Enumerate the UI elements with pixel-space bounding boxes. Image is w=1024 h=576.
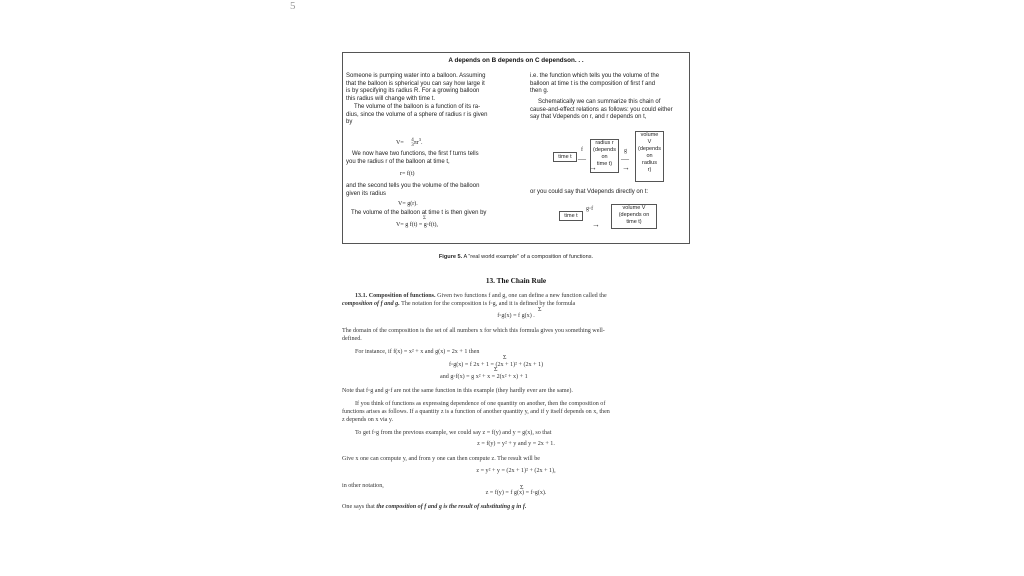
diagram1-time-box: time t	[553, 152, 577, 162]
diagram2-label-gf: g◦f	[586, 206, 594, 212]
diagram1-volume-box: volume V (depends on radius r)	[635, 131, 664, 182]
page-number: 5	[290, 0, 296, 12]
diagram2-volume-box: volume V (depends on time t)	[611, 204, 657, 229]
body-line-8: functions arises as follows. If a quantity z is a function of another quantity y, and if y itself depends on x, then	[342, 409, 610, 415]
figure-caption: Figure 5. A “real world example” of a composition of functions.	[438, 254, 594, 260]
body-line-6: Note that f◦g and g◦f are not the same function in this example (they hardly ever are the same).	[342, 388, 573, 394]
right-paragraph-2: Schematically we can summarize this chain of cause-and-effect relations as follows: you could either say that Vdepends on r, and r depends on t,	[530, 99, 673, 121]
right-paragraph-3: or you could say that Vdepends directly on t:	[530, 189, 649, 195]
body-line-3: The domain of the composition is the set of all numbers x for which this formula gives you something well-	[342, 328, 605, 334]
diagram1-arrow-2: —	[621, 154, 629, 163]
sigma-mark-3: Σ	[503, 355, 507, 361]
left-paragraph-1: Someone is pumping water into a balloon. Assuming that the balloon is spherical you can say how large it is by specifying its radius R. For a growing balloon this radius will change with time t.	[346, 73, 486, 102]
body-line-12: in other notation,	[342, 483, 384, 489]
equation-example-1: f◦g(x) = f 2x + 1 = (2x + 1)² + (2x + 1)	[449, 362, 544, 368]
figure-title: A depends on B depends on C dependson. . .	[448, 57, 584, 64]
right-paragraph-1: i.e. the function which tells you the volume of the balloon at time t is the composition of first f and then g.	[530, 73, 660, 95]
diagram1-arrow-head-2: →	[622, 163, 630, 172]
equation-z-y: z = f(y) = y² + y and y = 2x + 1.	[477, 441, 555, 447]
left-paragraph-4: and the second tells you the volume of the balloon given its radius	[346, 183, 480, 197]
diagram2-time-box: time t	[559, 211, 583, 221]
subsection-line-1: 13.1. Composition of functions. Given two functions f and g, one can define a new function called the	[355, 293, 607, 299]
diagram1-radius-box: radius r (depends on time t)	[590, 139, 619, 173]
left-paragraph-5: The volume of the balloon at time t is then given by	[351, 210, 487, 216]
body-line-10: To get f◦g from the previous example, we could say z = f(y) and y = g(x), so that	[355, 430, 552, 436]
equation-r: r= f(t)	[400, 171, 415, 177]
body-line-9: z depends on x via y.	[342, 417, 394, 423]
equation-v: V= g(r).	[398, 201, 418, 207]
sigma-mark: Σ	[423, 216, 426, 221]
diagram1-arrow-head-1: →	[589, 163, 597, 172]
equation-composite: V= g f(t) = g◦f(t),	[396, 222, 439, 228]
equation-z-notation: z = f(y) = f g(x) = f◦g(x).	[485, 490, 547, 496]
equation-fog: f◦g(x) = f g(x) .	[497, 313, 535, 319]
diagram1-label-g: g	[624, 148, 627, 154]
equation-example-2: and g◦f(x) = g x² + x = 2(x² + x) + 1	[440, 374, 528, 380]
body-line-13: One says that the composition of f and g is the result of substituting g in f.	[342, 504, 527, 510]
body-line-11: Give x one can compute y, and from y one can then compute z. The result will be	[342, 456, 540, 462]
diagram1-label-f: f	[581, 147, 583, 153]
equation-z-result: z = y² + y = (2x + 1)² + (2x + 1),	[476, 468, 556, 474]
left-paragraph-3: We now have two functions, the first f turns tells you the radius r of the balloon at time t,	[346, 151, 479, 165]
sigma-mark-4: Σ	[494, 367, 498, 373]
body-line-5: For instance, if f(x) = x² + x and g(x) = 2x + 1 then	[355, 349, 480, 355]
diagram1-arrow-1: —	[578, 154, 586, 163]
subsection-line-2: composition of f and g. The notation for the composition is f◦g, and it is defined by the formula	[342, 301, 576, 307]
sigma-mark-2: Σ	[538, 307, 542, 313]
section-title: 13. The Chain Rule	[485, 276, 547, 285]
body-line-7: If you think of functions as expressing dependence of one quantity on another, then the composition of	[355, 401, 606, 407]
body-line-4: defined.	[342, 336, 362, 342]
diagram2-arrow: →	[592, 220, 600, 229]
equation-volume: V= 4 3 $\pi r^3$.	[396, 137, 423, 148]
sigma-mark-5: Σ	[520, 485, 524, 491]
left-paragraph-2: The volume of the balloon is a function of its ra- dius, since the volume of a sphere of radius r is given by	[346, 104, 488, 126]
